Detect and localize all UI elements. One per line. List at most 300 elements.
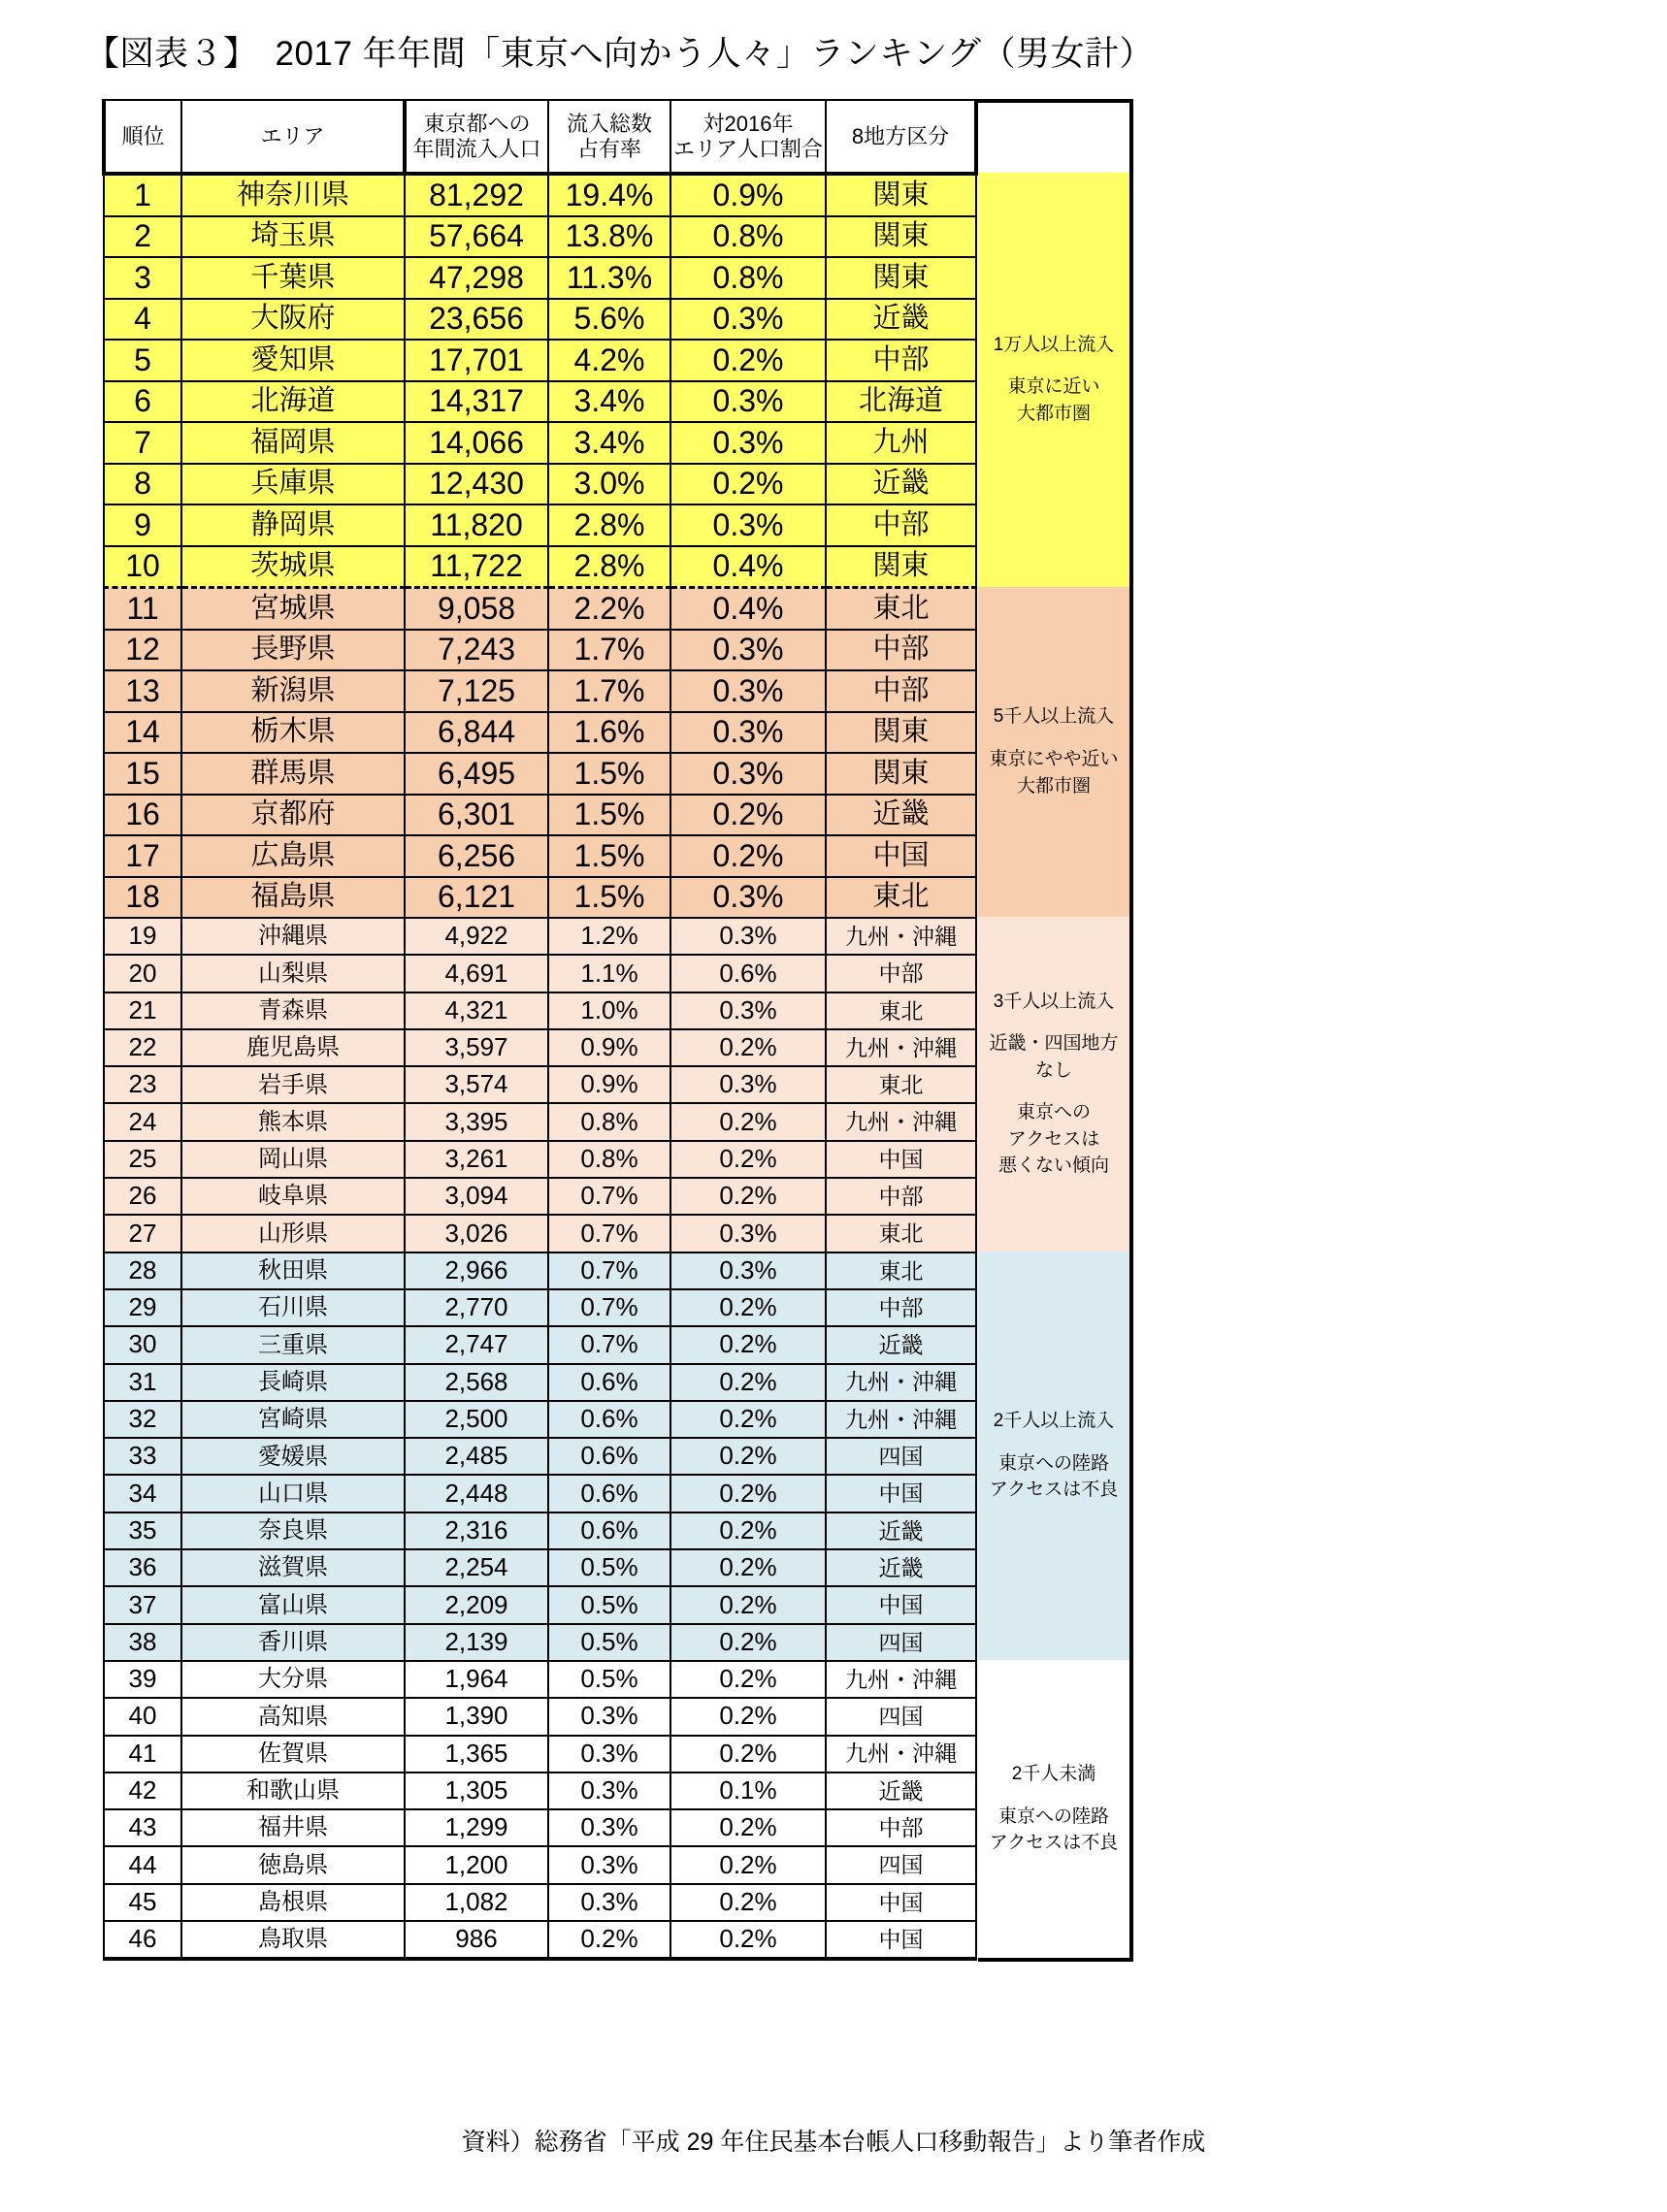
cell-region: 近畿 — [826, 1549, 976, 1586]
annotation-heading: 1万人以上流入 — [993, 334, 1115, 355]
cell-population: 11,722 — [405, 546, 548, 588]
cell-rank: 15 — [104, 753, 181, 795]
cell-region: 東北 — [826, 588, 976, 630]
cell-area: 兵庫県 — [181, 464, 405, 505]
cell-area: 埼玉県 — [181, 216, 405, 258]
cell-area: 新潟県 — [181, 670, 405, 712]
cell-population: 1,082 — [405, 1884, 548, 1921]
annotation-block — [978, 1660, 1129, 1958]
cell-ratio: 0.3% — [670, 630, 826, 671]
cell-region: 東北 — [826, 877, 976, 919]
annotation-body-line: 大都市圏 — [1016, 775, 1091, 797]
cell-rank: 3 — [104, 257, 181, 299]
cell-ratio: 0.3% — [670, 670, 826, 712]
cell-area: 三重県 — [181, 1326, 405, 1363]
cell-population: 3,261 — [405, 1141, 548, 1178]
cell-region: 中部 — [826, 670, 976, 712]
cell-rank: 41 — [104, 1736, 181, 1773]
cell-ratio: 0.2% — [670, 1809, 826, 1846]
annotation-block — [978, 1252, 1129, 1660]
cell-area: 大分県 — [181, 1661, 405, 1698]
cell-rank: 11 — [104, 588, 181, 630]
source-note: 資料）総務省「平成 29 年住民基本台帳人口移動報告」より筆者作成 — [461, 2129, 1206, 2156]
cell-share: 1.7% — [548, 630, 670, 671]
cell-ratio: 0.2% — [670, 1178, 826, 1215]
cell-share: 0.7% — [548, 1215, 670, 1252]
column-header-population — [405, 100, 548, 174]
cell-population: 986 — [405, 1921, 548, 1959]
cell-region: 関東 — [826, 712, 976, 754]
cell-region: 関東 — [826, 174, 976, 216]
cell-region: 関東 — [826, 753, 976, 795]
cell-population: 6,301 — [405, 795, 548, 836]
cell-population: 2,770 — [405, 1289, 548, 1326]
cell-share: 0.3% — [548, 1698, 670, 1735]
cell-share: 0.7% — [548, 1326, 670, 1363]
cell-share: 3.4% — [548, 381, 670, 423]
annotation-heading: 2千人以上流入 — [993, 1410, 1115, 1431]
cell-region: 中国 — [826, 1475, 976, 1512]
cell-ratio: 0.3% — [670, 381, 826, 423]
cell-share: 0.7% — [548, 1252, 670, 1289]
cell-population: 1,964 — [405, 1661, 548, 1698]
table-row — [104, 753, 976, 795]
annotation-header-spacer — [978, 103, 1129, 173]
cell-share: 1.5% — [548, 795, 670, 836]
cell-area: 宮崎県 — [181, 1401, 405, 1438]
cell-ratio: 0.4% — [670, 588, 826, 630]
cell-rank: 40 — [104, 1698, 181, 1735]
table-row — [104, 464, 976, 505]
cell-area: 広島県 — [181, 835, 405, 877]
cell-share: 0.3% — [548, 1773, 670, 1809]
cell-region: 九州・沖縄 — [826, 1103, 976, 1140]
table-row — [104, 835, 976, 877]
table-row — [104, 1698, 976, 1735]
cell-population: 47,298 — [405, 257, 548, 299]
cell-rank: 23 — [104, 1066, 181, 1103]
cell-population: 2,966 — [405, 1252, 548, 1289]
table-row — [104, 877, 976, 919]
annotation-heading: 3千人以上流入 — [993, 991, 1115, 1012]
cell-ratio: 0.4% — [670, 546, 826, 588]
cell-population: 6,256 — [405, 835, 548, 877]
cell-population: 2,448 — [405, 1475, 548, 1512]
cell-population: 3,026 — [405, 1215, 548, 1252]
cell-ratio: 0.2% — [670, 1401, 826, 1438]
table-row — [104, 795, 976, 836]
cell-area: 沖縄県 — [181, 918, 405, 955]
cell-ratio: 0.2% — [670, 1698, 826, 1735]
cell-share: 0.9% — [548, 1029, 670, 1066]
cell-population: 2,568 — [405, 1364, 548, 1401]
annotation-body-line: 悪くない傾向 — [997, 1155, 1109, 1177]
cell-population: 2,254 — [405, 1549, 548, 1586]
cell-population: 4,321 — [405, 992, 548, 1029]
cell-ratio: 0.2% — [670, 1846, 826, 1883]
cell-rank: 19 — [104, 918, 181, 955]
cell-share: 0.5% — [548, 1661, 670, 1698]
table-row — [104, 1215, 976, 1252]
table-row — [104, 1401, 976, 1438]
cell-area: 山口県 — [181, 1475, 405, 1512]
cell-rank: 9 — [104, 504, 181, 546]
annotation-heading: 5千人以上流入 — [993, 706, 1115, 728]
cell-area: 島根県 — [181, 1884, 405, 1921]
cell-ratio: 0.3% — [670, 918, 826, 955]
cell-area: 千葉県 — [181, 257, 405, 299]
cell-share: 0.5% — [548, 1586, 670, 1623]
cell-region: 中国 — [826, 1921, 976, 1959]
column-header-ratio — [670, 100, 826, 174]
cell-share: 0.6% — [548, 1438, 670, 1475]
cell-rank: 14 — [104, 712, 181, 754]
cell-region: 九州・沖縄 — [826, 918, 976, 955]
cell-ratio: 0.2% — [670, 1475, 826, 1512]
cell-area: 香川県 — [181, 1624, 405, 1661]
cell-ratio: 0.2% — [670, 1549, 826, 1586]
column-header-rank — [104, 100, 181, 174]
cell-rank: 4 — [104, 299, 181, 341]
cell-area: 石川県 — [181, 1289, 405, 1326]
cell-rank: 30 — [104, 1326, 181, 1363]
cell-area: 岡山県 — [181, 1141, 405, 1178]
cell-population: 3,094 — [405, 1178, 548, 1215]
table-row — [104, 1103, 976, 1140]
cell-region: 四国 — [826, 1698, 976, 1735]
cell-share: 0.3% — [548, 1884, 670, 1921]
cell-rank: 46 — [104, 1921, 181, 1959]
cell-population: 3,597 — [405, 1029, 548, 1066]
cell-ratio: 0.3% — [670, 1252, 826, 1289]
cell-ratio: 0.2% — [670, 1884, 826, 1921]
cell-ratio: 0.3% — [670, 877, 826, 919]
cell-share: 0.6% — [548, 1475, 670, 1512]
cell-share: 4.2% — [548, 340, 670, 381]
annotation-body-line: 東京への陸路 — [997, 1452, 1109, 1474]
cell-ratio: 0.3% — [670, 504, 826, 546]
cell-ratio: 0.2% — [670, 1586, 826, 1623]
table-row — [104, 1624, 976, 1661]
cell-region: 中国 — [826, 835, 976, 877]
table-row — [104, 1141, 976, 1178]
table-row — [104, 216, 976, 258]
cell-region: 近畿 — [826, 464, 976, 505]
annotation-body-line: 東京への陸路 — [997, 1805, 1109, 1827]
cell-ratio: 0.2% — [670, 1029, 826, 1066]
annotation-body-line: なし — [1034, 1059, 1072, 1081]
cell-region: 中部 — [826, 630, 976, 671]
cell-region: 東北 — [826, 1066, 976, 1103]
column-header-line: エリア人口割合 — [672, 136, 823, 161]
annotation-body-line: アクセスは — [1007, 1128, 1100, 1150]
cell-ratio: 0.3% — [670, 753, 826, 795]
cell-population: 1,299 — [405, 1809, 548, 1846]
cell-rank: 13 — [104, 670, 181, 712]
cell-region: 近畿 — [826, 1513, 976, 1549]
cell-region: 中部 — [826, 1809, 976, 1846]
cell-area: 静岡県 — [181, 504, 405, 546]
cell-rank: 21 — [104, 992, 181, 1029]
table-row — [104, 1438, 976, 1475]
cell-population: 6,121 — [405, 877, 548, 919]
table-row — [104, 1178, 976, 1215]
cell-population: 4,922 — [405, 918, 548, 955]
cell-region: 東北 — [826, 1215, 976, 1252]
table-row — [104, 1586, 976, 1623]
cell-area: 福岡県 — [181, 422, 405, 464]
table-row — [104, 1549, 976, 1586]
table-row — [104, 1736, 976, 1773]
table-row — [104, 504, 976, 546]
cell-region: 関東 — [826, 216, 976, 258]
cell-ratio: 0.2% — [670, 1326, 826, 1363]
cell-rank: 7 — [104, 422, 181, 464]
cell-rank: 42 — [104, 1773, 181, 1809]
cell-population: 12,430 — [405, 464, 548, 505]
cell-area: 山梨県 — [181, 955, 405, 992]
cell-area: 鹿児島県 — [181, 1029, 405, 1066]
cell-area: 北海道 — [181, 381, 405, 423]
table-row — [104, 1475, 976, 1512]
cell-population: 3,395 — [405, 1103, 548, 1140]
table-row — [104, 918, 976, 955]
cell-share: 0.8% — [548, 1141, 670, 1178]
annotation-body-line: アクセスは不良 — [989, 1833, 1119, 1854]
cell-area: 福島県 — [181, 877, 405, 919]
cell-area: 富山県 — [181, 1586, 405, 1623]
cell-population: 6,495 — [405, 753, 548, 795]
cell-population: 2,747 — [405, 1326, 548, 1363]
cell-share: 0.8% — [548, 1103, 670, 1140]
cell-share: 0.5% — [548, 1549, 670, 1586]
table-row — [104, 712, 976, 754]
cell-share: 2.8% — [548, 504, 670, 546]
cell-area: 茨城県 — [181, 546, 405, 588]
figure-title: 【図表３】 2017 年年間「東京へ向かう人々」ランキング（男女計） — [85, 35, 1155, 73]
cell-population: 2,485 — [405, 1438, 548, 1475]
table-row — [104, 340, 976, 381]
table-row — [104, 1513, 976, 1549]
cell-rank: 16 — [104, 795, 181, 836]
cell-population: 7,243 — [405, 630, 548, 671]
cell-area: 熊本県 — [181, 1103, 405, 1140]
cell-area: 佐賀県 — [181, 1736, 405, 1773]
cell-share: 0.6% — [548, 1513, 670, 1549]
cell-population: 23,656 — [405, 299, 548, 341]
cell-ratio: 0.2% — [670, 1289, 826, 1326]
cell-population: 2,139 — [405, 1624, 548, 1661]
cell-rank: 33 — [104, 1438, 181, 1475]
table-row — [104, 1846, 976, 1883]
cell-region: 東北 — [826, 992, 976, 1029]
cell-ratio: 0.8% — [670, 216, 826, 258]
cell-ratio: 0.2% — [670, 1103, 826, 1140]
cell-share: 1.0% — [548, 992, 670, 1029]
cell-ratio: 0.2% — [670, 1661, 826, 1698]
cell-rank: 25 — [104, 1141, 181, 1178]
cell-area: 秋田県 — [181, 1252, 405, 1289]
cell-share: 3.4% — [548, 422, 670, 464]
table-row — [104, 1773, 976, 1809]
table-body — [104, 174, 976, 1959]
cell-region: 九州・沖縄 — [826, 1401, 976, 1438]
cell-region: 九州・沖縄 — [826, 1661, 976, 1698]
table-row — [104, 1364, 976, 1401]
cell-share: 19.4% — [548, 174, 670, 216]
cell-region: 関東 — [826, 257, 976, 299]
annotation-block — [978, 917, 1129, 1252]
cell-region: 中国 — [826, 1141, 976, 1178]
cell-population: 57,664 — [405, 216, 548, 258]
cell-ratio: 0.9% — [670, 174, 826, 216]
cell-share: 1.5% — [548, 753, 670, 795]
annotation-block — [978, 587, 1129, 918]
table-row — [104, 174, 976, 216]
annotation-body-line: 大都市圏 — [1016, 404, 1091, 425]
cell-share: 0.9% — [548, 1066, 670, 1103]
cell-area: 鳥取県 — [181, 1921, 405, 1959]
cell-region: 九州・沖縄 — [826, 1736, 976, 1773]
cell-ratio: 0.2% — [670, 340, 826, 381]
cell-population: 14,317 — [405, 381, 548, 423]
cell-rank: 17 — [104, 835, 181, 877]
cell-ratio: 0.2% — [670, 1624, 826, 1661]
cell-rank: 5 — [104, 340, 181, 381]
header-row — [104, 100, 976, 174]
cell-region: 近畿 — [826, 1326, 976, 1363]
cell-area: 栃木県 — [181, 712, 405, 754]
cell-rank: 12 — [104, 630, 181, 671]
annotation-block — [978, 173, 1129, 587]
cell-share: 0.7% — [548, 1178, 670, 1215]
cell-population: 9,058 — [405, 588, 548, 630]
annotation-column — [978, 99, 1133, 1962]
cell-ratio: 0.3% — [670, 1215, 826, 1252]
cell-rank: 36 — [104, 1549, 181, 1586]
cell-population: 1,200 — [405, 1846, 548, 1883]
cell-region: 九州・沖縄 — [826, 1364, 976, 1401]
cell-ratio: 0.6% — [670, 955, 826, 992]
cell-area: 岩手県 — [181, 1066, 405, 1103]
cell-rank: 26 — [104, 1178, 181, 1215]
cell-rank: 10 — [104, 546, 181, 588]
table-row — [104, 955, 976, 992]
cell-region: 四国 — [826, 1438, 976, 1475]
cell-rank: 1 — [104, 174, 181, 216]
cell-share: 1.1% — [548, 955, 670, 992]
cell-population: 1,305 — [405, 1773, 548, 1809]
ranking-table-container — [102, 99, 1133, 1962]
cell-area: 宮城県 — [181, 588, 405, 630]
cell-share: 0.3% — [548, 1846, 670, 1883]
table-header — [104, 100, 976, 174]
cell-population: 4,691 — [405, 955, 548, 992]
cell-population: 3,574 — [405, 1066, 548, 1103]
table-row — [104, 670, 976, 712]
column-header-share — [548, 100, 670, 174]
cell-population: 2,209 — [405, 1586, 548, 1623]
cell-region: 近畿 — [826, 299, 976, 341]
column-header-line: エリア — [260, 123, 325, 148]
table-row — [104, 1289, 976, 1326]
cell-region: 中部 — [826, 1178, 976, 1215]
cell-area: 長崎県 — [181, 1364, 405, 1401]
cell-population: 17,701 — [405, 340, 548, 381]
column-header-line: 対2016年 — [703, 112, 794, 137]
cell-population: 81,292 — [405, 174, 548, 216]
cell-region: 中部 — [826, 504, 976, 546]
cell-ratio: 0.2% — [670, 1736, 826, 1773]
cell-ratio: 0.3% — [670, 422, 826, 464]
cell-rank: 20 — [104, 955, 181, 992]
cell-share: 0.5% — [548, 1624, 670, 1661]
annotation-body-line: アクセスは不良 — [989, 1480, 1119, 1501]
cell-ratio: 0.3% — [670, 1066, 826, 1103]
cell-share: 1.7% — [548, 670, 670, 712]
table-row — [104, 588, 976, 630]
cell-population: 11,820 — [405, 504, 548, 546]
cell-area: 群馬県 — [181, 753, 405, 795]
table-row — [104, 1921, 976, 1959]
cell-population: 2,500 — [405, 1401, 548, 1438]
cell-share: 5.6% — [548, 299, 670, 341]
cell-share: 2.8% — [548, 546, 670, 588]
cell-area: 岐阜県 — [181, 1178, 405, 1215]
cell-rank: 39 — [104, 1661, 181, 1698]
cell-area: 愛媛県 — [181, 1438, 405, 1475]
cell-share: 1.2% — [548, 918, 670, 955]
cell-rank: 6 — [104, 381, 181, 423]
cell-ratio: 0.2% — [670, 835, 826, 877]
cell-ratio: 0.2% — [670, 1921, 826, 1959]
cell-area: 神奈川県 — [181, 174, 405, 216]
cell-share: 0.6% — [548, 1364, 670, 1401]
cell-area: 山形県 — [181, 1215, 405, 1252]
cell-share: 3.0% — [548, 464, 670, 505]
cell-share: 0.7% — [548, 1289, 670, 1326]
annotation-body-line: 東京への — [1016, 1102, 1091, 1123]
cell-ratio: 0.3% — [670, 299, 826, 341]
cell-ratio: 0.1% — [670, 1773, 826, 1809]
cell-area: 長野県 — [181, 630, 405, 671]
cell-population: 1,365 — [405, 1736, 548, 1773]
column-header-line: 8地方区分 — [851, 123, 950, 148]
cell-area: 福井県 — [181, 1809, 405, 1846]
cell-ratio: 0.2% — [670, 1141, 826, 1178]
cell-region: 中部 — [826, 955, 976, 992]
cell-region: 東北 — [826, 1252, 976, 1289]
cell-area: 愛知県 — [181, 340, 405, 381]
table-row — [104, 630, 976, 671]
table-row — [104, 381, 976, 423]
cell-rank: 34 — [104, 1475, 181, 1512]
cell-area: 大阪府 — [181, 299, 405, 341]
cell-rank: 18 — [104, 877, 181, 919]
table-row — [104, 1326, 976, 1363]
column-header-line: 年間流入人口 — [412, 136, 541, 161]
column-header-line: 東京都への — [423, 112, 531, 137]
column-header-line: 流入総数 — [566, 112, 652, 137]
cell-region: 四国 — [826, 1846, 976, 1883]
table-row — [104, 257, 976, 299]
cell-share: 2.2% — [548, 588, 670, 630]
annotation-body-line: 東京に近い — [1007, 376, 1100, 398]
table-row — [104, 1809, 976, 1846]
cell-population: 14,066 — [405, 422, 548, 464]
cell-rank: 8 — [104, 464, 181, 505]
cell-population: 2,316 — [405, 1513, 548, 1549]
